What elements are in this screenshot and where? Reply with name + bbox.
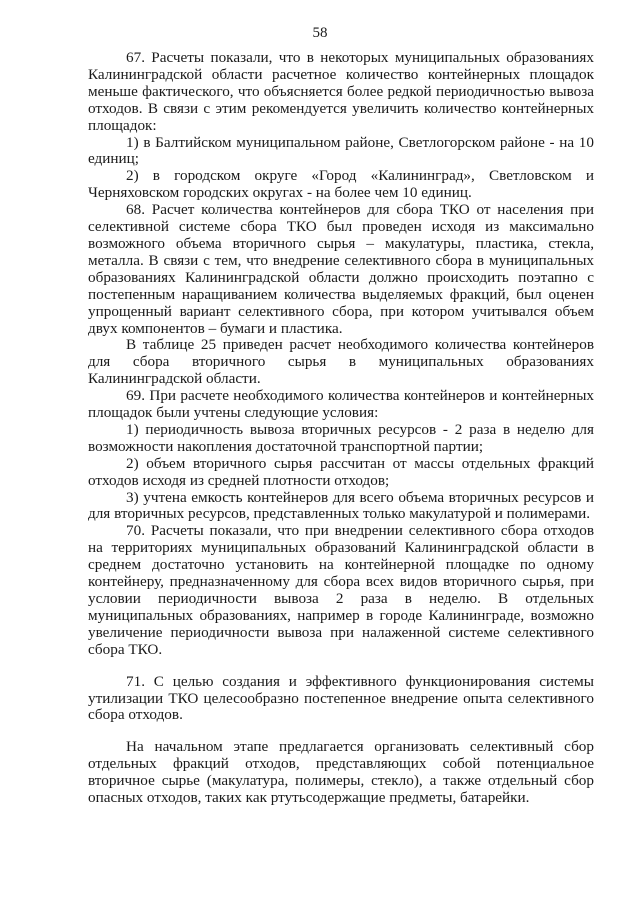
paragraph-69-item-1: 1) периодичность вывоза вторичных ресурсов - 2 раза в неделю для возможности накопления достаточной транспортной партии; [88, 420, 594, 455]
paragraph-67-item-2: 2) в городском округе «Город «Калининград», Светловском и Черняховском городских округах - на более чем 10 единиц. [88, 167, 594, 202]
document-body [88, 50, 594, 807]
paragraph-67: 67. Расчеты показали, что в некоторых муниципальных образованиях Калининградской области расчетное количество контейнерных площадок меньше фактического, что объясняется более редкой периодичностью вывоза отходов. В связи с этим рекомендуется увеличить количество контейнерных площадок: [88, 49, 594, 134]
paragraph-69-item-2: 2) объем вторичного сырья рассчитан от массы отдельных фракций отходов исходя из средней плотности отходов; [88, 454, 594, 489]
paragraph-initial-stage: На начальном этапе предлагается организовать селективный сбор отдельных фракций отходов, представляющих собой потенциальное вторичное сырье (макулатура, полимеры, стекло), а также отдельный сбор опасных отходов, таких как ртутьсодержащие предметы, батарейки. [88, 738, 594, 807]
paragraph-69: 69. При расчете необходимого количества контейнеров и контейнерных площадок были учтены следующие условия: [88, 387, 594, 422]
paragraph-71: 71. С целью создания и эффективного функционирования системы утилизации ТКО целесообразно постепенное внедрение опыта селективного сбора отходов. [88, 672, 594, 724]
paragraph-69-item-3: 3) учтена емкость контейнеров для всего объема вторичных ресурсов и для вторичных ресурсов, представленных только макулатурой и полимерами. [88, 488, 594, 523]
paragraph-table-25: В таблице 25 приведен расчет необходимого количества контейнеров для сбора вторичного сырья в муниципальных образованиях Калининградской области. [88, 336, 594, 388]
paragraph-67-item-1: 1) в Балтийском муниципальном районе, Светлогорском районе - на 10 единиц; [88, 133, 594, 168]
paragraph-70: 70. Расчеты показали, что при внедрении селективного сбора отходов на территориях муниципальных образований Калининградской области в среднем достаточно установить на контейнерной площадке по одному контейнеру, предназначенному для сбора всех видов вторичного сырья, при условии периодичности вывоза 2 раза в неделю. В отдельных муниципальных образованиях, например в городе Калининграде, возможно увеличение периодичности вывоза при налаженной системе селективного сбора ТКО. [88, 522, 594, 658]
page-number: 58 [312, 25, 328, 41]
paragraph-68: 68. Расчет количества контейнеров для сбора ТКО от населения при селективной системе сбора ТКО был проведен исходя из максимально возможного объема вторичного сырья – макулатуры, пластика, стекла, металла. В связи с тем, что внедрение селективного сбора в муниципальных образованиях Калининградской области должно происходить поэтапно с постепенным наращиванием количества выделяемых фракций, был оценен упрощенный вариант селективного сбора, при котором учитывался объем двух компонентов – бумаги и пластика. [88, 201, 594, 337]
